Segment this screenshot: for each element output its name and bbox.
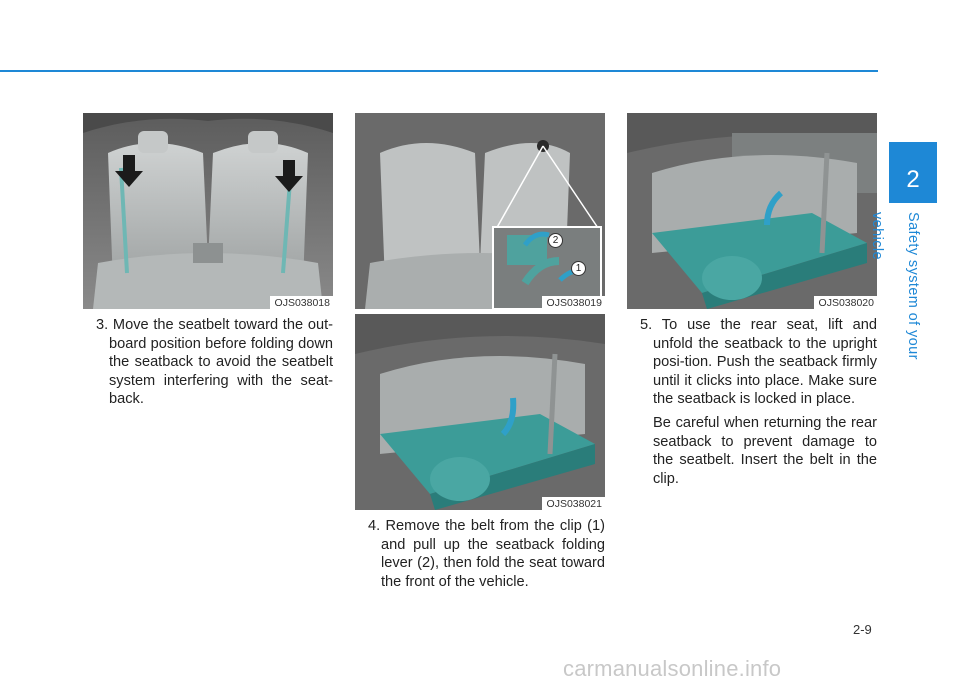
figure-code: OJS038019: [542, 296, 605, 309]
step-5-note: Be careful when returning the rear seatback to prevent damage to the seatbelt. Insert the belt in the clip.: [653, 414, 877, 487]
callout-1: 1: [571, 261, 586, 276]
figure-seat-folded: [355, 314, 605, 510]
callout-2: 2: [548, 233, 563, 248]
figure-seat-unfold: [627, 113, 877, 309]
step-3-text: 3. Move the seatbelt toward the out-board position before folding down the seatback to avoid the seatbelt system interfering with the seat-back.: [96, 317, 333, 408]
figure-folding-lever: [355, 113, 605, 309]
header-rule: [0, 70, 878, 72]
folded-seat-illustration: [355, 314, 605, 510]
unfold-seat-illustration: [627, 113, 877, 309]
chapter-number-tab: 2: [889, 142, 937, 203]
seat-lever-illustration: [355, 113, 605, 309]
figure-code: OJS038021: [542, 497, 605, 510]
step-3: [96, 316, 333, 409]
step-4: [368, 517, 605, 591]
page-number: 2-9: [853, 622, 872, 637]
figure-seatbelt-outboard: [83, 113, 333, 309]
step-5: [640, 316, 877, 488]
step-5-text: 5. To use the rear seat, lift and unfold the seatback to the upright posi-tion. Push the seatback firmly until it clicks into place. Make sure the seatback is locked in place.: [640, 317, 877, 408]
figure-code: OJS038018: [270, 296, 333, 309]
figure-code: OJS038020: [814, 296, 877, 309]
step-4-text: 4. Remove the belt from the clip (1) and pull up the seatback folding lever (2), then fold the seat toward the front of the vehicle.: [368, 518, 605, 590]
down-arrow-icon: [83, 113, 333, 309]
chapter-title: Safety system of your vehicle: [869, 212, 921, 360]
watermark: carmanualsonline.info: [563, 656, 782, 681]
